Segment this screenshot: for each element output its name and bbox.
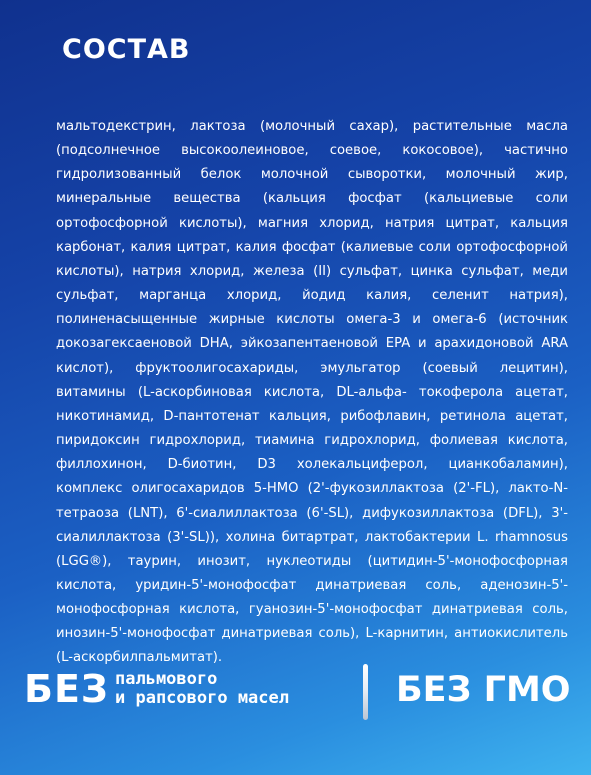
page-title: СОСТАВ — [62, 34, 191, 65]
claims-divider — [363, 664, 368, 720]
claims-bar — [24, 660, 571, 722]
no-oil-claim-line-2: и рапсового масел — [115, 688, 289, 708]
no-gmo-claim: БЕЗ ГМО — [396, 670, 571, 710]
composition-text: мальтодекстрин, лактоза (молочный сахар), растительные масла (подсолнечное высокоолеиновое, соевое, кокосовое), частично гидролизованный белок молочной сыворотки, молочный жир, минеральные вещества (кальция фосфат (кальциевые соли ортофосфорной кислоты), магния хлорид, натрия цитрат, кальция карбонат, калия цитрат, калия фосфат (калиевые соли ортофосфорной кислоты), натрия хлорид, железа (II) сульфат, цинка сульфат, меди сульфат, марганца хлорид, йодид калия, селенит натрия), полиненасыщенные жирные кислоты омега-3 и омега-6 (источник докозагексаеновой DHA, эйкозапентаеновой EPA и арахидоновой ARA кислот), фруктоолигосахариды, эмульгатор (соевый лецитин), витамины (L-аскорбиновая кислота, DL-альфа- токоферола ацетат, никотинамид, D-пантотенат кальция, рибофлавин, ретинола ацетат, пиридоксин гидрохлорид, тиамина гидрохлорид, фолиевая кислота, филлохинон, D-биотин, D3 холекальциферол, цианкобаламин), комплекс олигосахаридов 5-HMO (2'-фукозиллактоза (2'-FL), лакто-N-тетраоза (LNT), 6'-сиалиллактоза (6'-SL), дифукозиллактоза (DFL), 3'-сиалиллактоза (3'-SL)), холина битартрат, лактобактерии L. rhamnosus (LGG®), таурин, инозит, нуклеотиды (цитидин-5'-монофосфорная кислота, уридин-5'-монофосфат динатриевая соль, аденозин-5'-монофосфорная кислота, гуанозин-5'-монофосфат динатриевая соль, инозин-5'-монофосфат динатриевая соль), L-карнитин, антиокислитель (L-аскорбилпальмитат). — [56, 119, 568, 666]
no-oil-claim-big: БЕЗ — [24, 667, 109, 711]
no-oil-claim-line-1: пальмового — [115, 669, 218, 689]
no-oil-claim-detail — [115, 670, 289, 708]
